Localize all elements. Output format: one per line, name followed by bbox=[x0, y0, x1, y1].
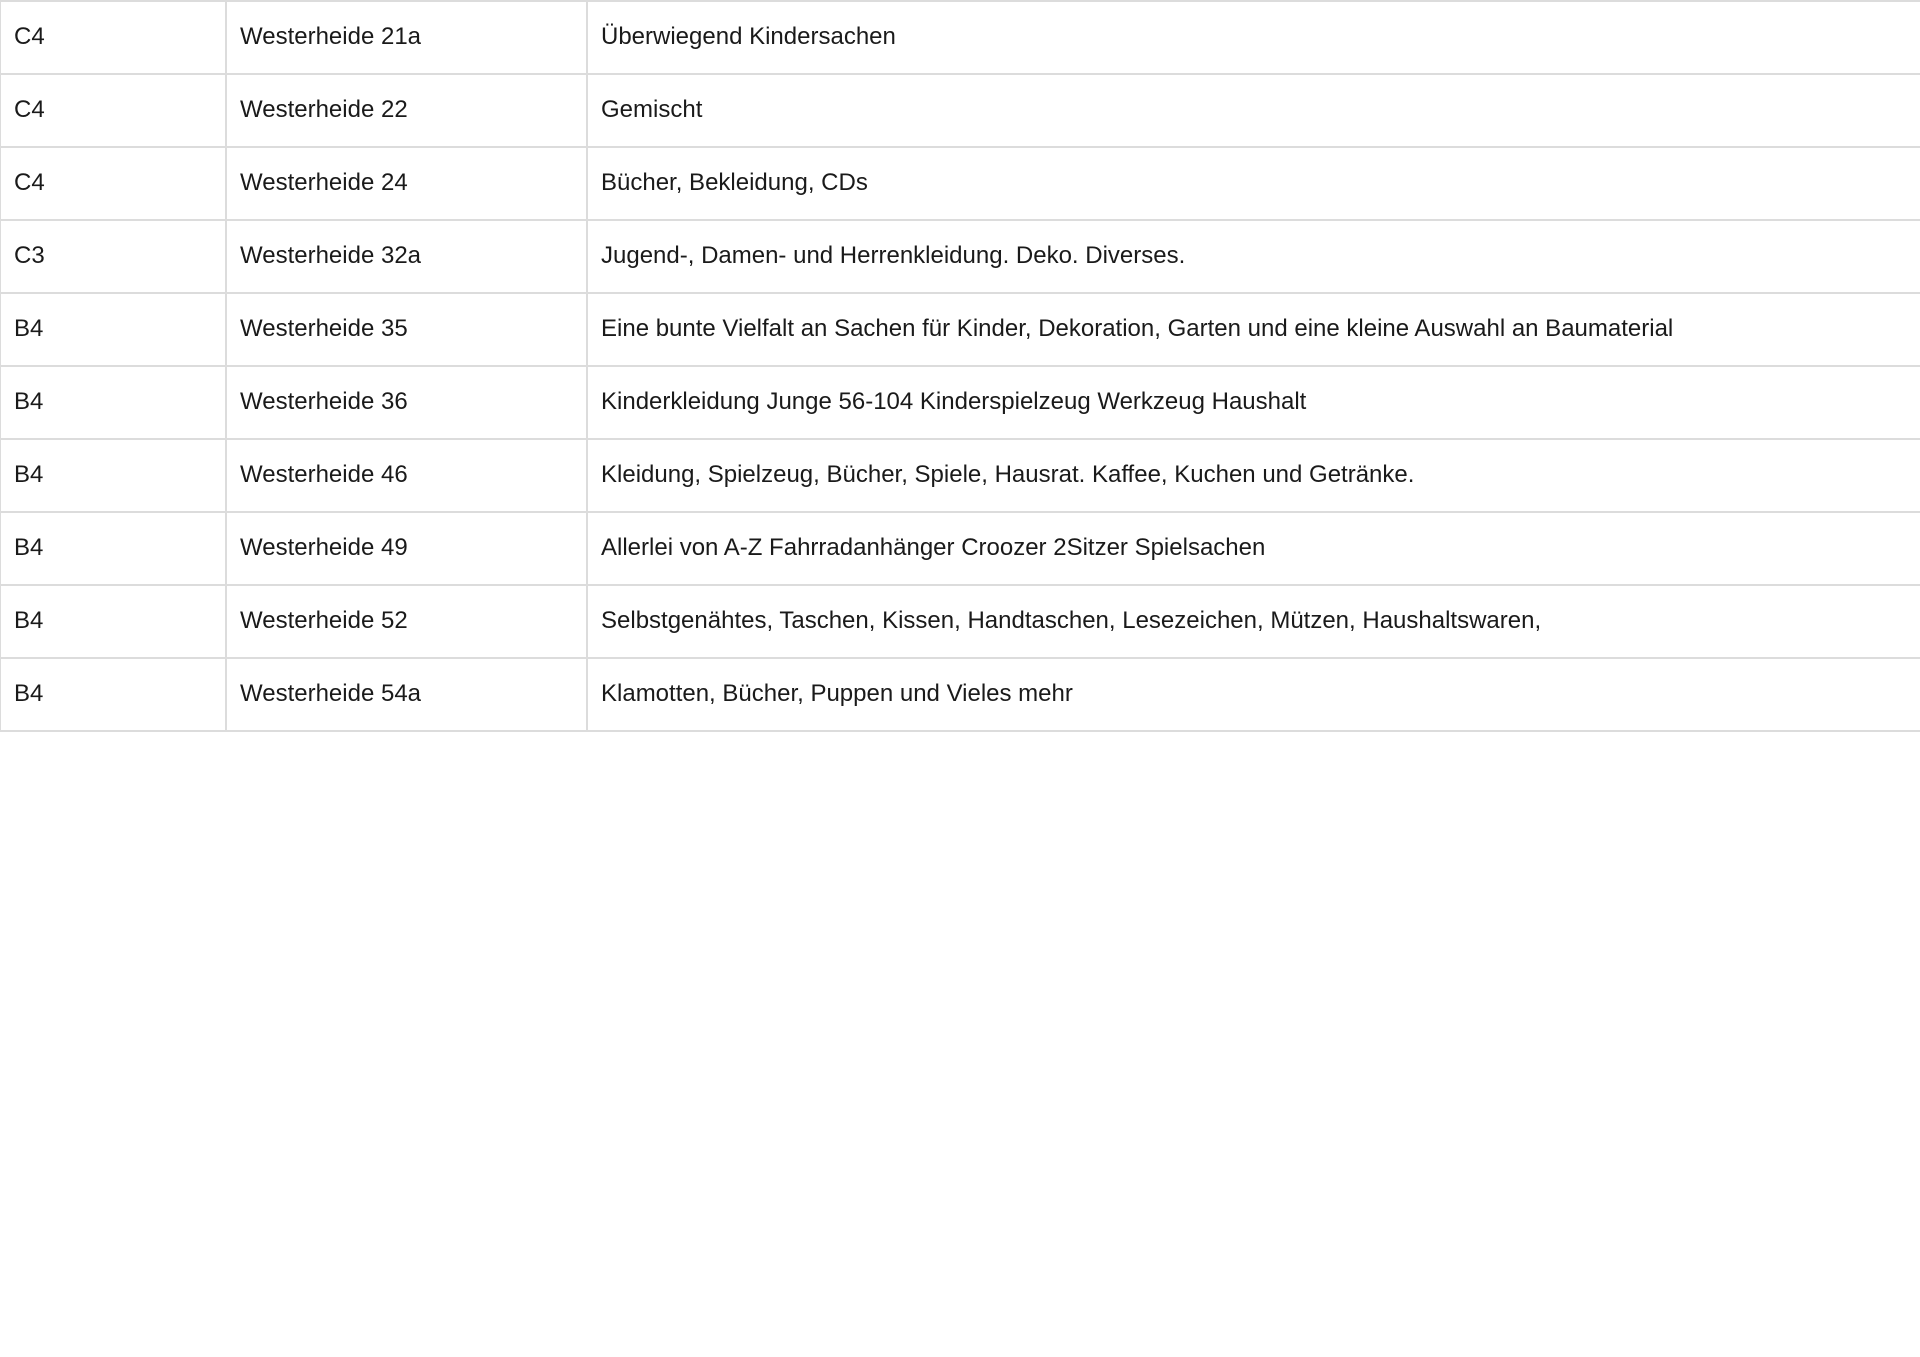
description-cell: Klamotten, Bücher, Puppen und Vieles mehr bbox=[587, 658, 1920, 731]
address-cell: Westerheide 54a bbox=[226, 658, 587, 731]
table-row bbox=[0, 366, 1920, 439]
description-cell: Kinderkleidung Junge 56-104 Kinderspielzeug Werkzeug Haushalt bbox=[587, 366, 1920, 439]
address-cell: Westerheide 52 bbox=[226, 585, 587, 658]
description-cell: Allerlei von A-Z Fahrradanhänger Croozer 2Sitzer Spielsachen bbox=[587, 512, 1920, 585]
description-cell: Selbstgenähtes, Taschen, Kissen, Handtaschen, Lesezeichen, Mützen, Haushaltswaren, bbox=[587, 585, 1920, 658]
table-row bbox=[0, 512, 1920, 585]
grid-cell: B4 bbox=[0, 658, 226, 731]
address-cell: Westerheide 32a bbox=[226, 220, 587, 293]
grid-cell: B4 bbox=[0, 512, 226, 585]
description-cell: Überwiegend Kindersachen bbox=[587, 1, 1920, 74]
table-row bbox=[0, 585, 1920, 658]
description-cell: Eine bunte Vielfalt an Sachen für Kinder, Dekoration, Garten und eine kleine Auswahl an Baumaterial bbox=[587, 293, 1920, 366]
table-row bbox=[0, 293, 1920, 366]
grid-cell: C4 bbox=[0, 74, 226, 147]
grid-cell: B4 bbox=[0, 366, 226, 439]
address-cell: Westerheide 49 bbox=[226, 512, 587, 585]
grid-cell: C3 bbox=[0, 220, 226, 293]
description-cell: Kleidung, Spielzeug, Bücher, Spiele, Hausrat. Kaffee, Kuchen und Getränke. bbox=[587, 439, 1920, 512]
table-row bbox=[0, 74, 1920, 147]
address-cell: Westerheide 21a bbox=[226, 1, 587, 74]
description-cell: Gemischt bbox=[587, 74, 1920, 147]
address-cell: Westerheide 22 bbox=[226, 74, 587, 147]
address-cell: Westerheide 24 bbox=[226, 147, 587, 220]
address-cell: Westerheide 35 bbox=[226, 293, 587, 366]
table-row bbox=[0, 147, 1920, 220]
table-row bbox=[0, 1, 1920, 74]
grid-cell: C4 bbox=[0, 147, 226, 220]
address-cell: Westerheide 36 bbox=[226, 366, 587, 439]
table-row bbox=[0, 220, 1920, 293]
table-row bbox=[0, 439, 1920, 512]
grid-cell: B4 bbox=[0, 293, 226, 366]
description-cell: Jugend-, Damen- und Herrenkleidung. Deko. Diverses. bbox=[587, 220, 1920, 293]
address-cell: Westerheide 46 bbox=[226, 439, 587, 512]
table-row bbox=[0, 658, 1920, 731]
grid-cell: B4 bbox=[0, 439, 226, 512]
description-cell: Bücher, Bekleidung, CDs bbox=[587, 147, 1920, 220]
grid-cell: B4 bbox=[0, 585, 226, 658]
grid-cell: C4 bbox=[0, 1, 226, 74]
